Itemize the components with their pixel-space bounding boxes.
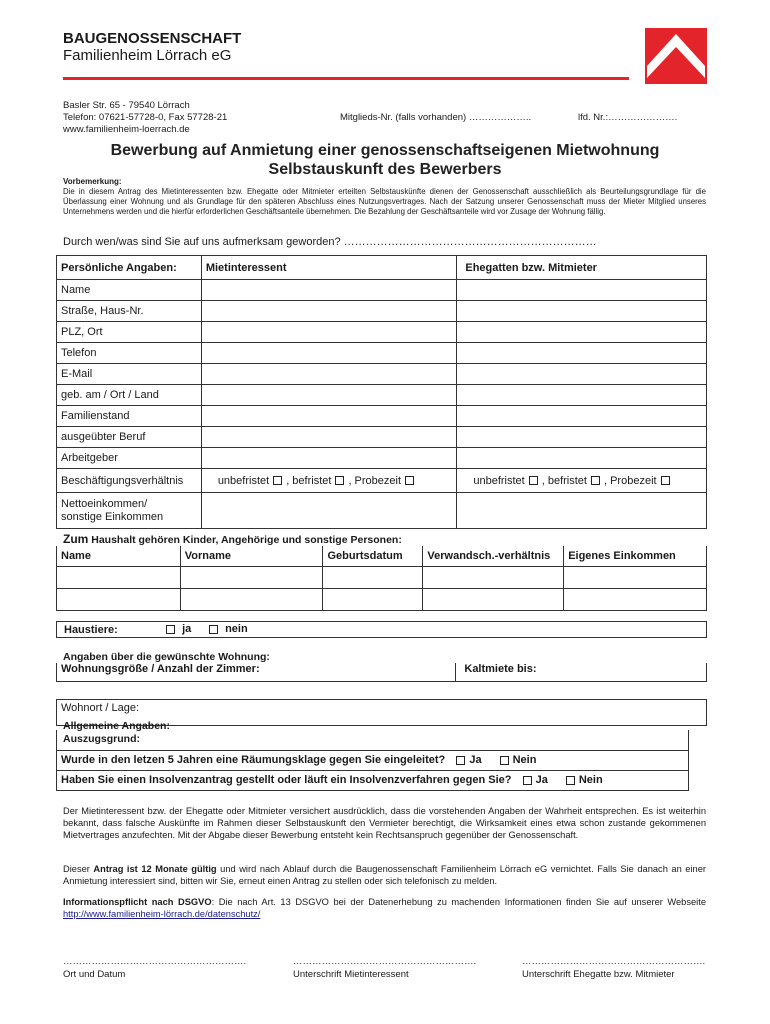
row-label: Name (57, 280, 202, 301)
dsgvo-body: : Die nach Art. 13 DSGVO bei der Datenerhebung zu machenden Informationen finden Sie auf unserer Webseite (211, 897, 706, 907)
income-label-line2: sonstige Einkommen (61, 510, 164, 523)
eviction-yes-label: Ja (469, 754, 482, 766)
eviction-no-label: Nein (512, 754, 537, 766)
household-cell[interactable] (57, 566, 181, 588)
household-cell[interactable] (180, 566, 323, 588)
header-personal: Persönliche Angaben: (57, 256, 202, 280)
pets-yes-label: ja (182, 623, 192, 635)
tenant-unlimited-checkbox[interactable] (273, 476, 282, 485)
validity-post: und wird nach Ablauf durch die Baugenossenschaft Familienheim Lörrach eG vernichtet. Falls Sie danach an einer Anmietung interessiert sind, bitten wir Sie, erneut einen Antrag zu stellen oder sich telefonisch zu melden. (63, 864, 706, 886)
income-label-line1: Nettoeinkommen/ (61, 497, 148, 510)
pets-no-label: nein (225, 623, 248, 635)
spouse-probation-checkbox[interactable] (661, 476, 670, 485)
signature-label: Unterschrift Mietinteressent (293, 969, 409, 980)
spouse-phone-field[interactable] (457, 343, 707, 364)
address-block (63, 100, 227, 136)
dsgvo-label: Informationspflicht nach DSGVO (63, 897, 212, 907)
title-line2: Selbstauskunft des Bewerbers (268, 161, 502, 178)
eviction-no-checkbox[interactable] (500, 756, 509, 765)
phone: Telefon: 07621-57728-0, Fax 57728-21 (63, 112, 228, 123)
spouse-email-field[interactable] (457, 364, 707, 385)
tenant-marital-field[interactable] (201, 406, 457, 427)
running-number: lfd. Nr.:…………………. (578, 112, 678, 123)
row-label: E-Mail (57, 364, 202, 385)
address: Basler Str. 65 - 79540 Lörrach (63, 100, 190, 111)
declaration-text: Der Mietinteressent bzw. der Ehegatte oder Mitmieter versichert ausdrücklich, dass die vorstehenden Angaben der Wahrheit entsprechen. Es ist weiterhin bekannt, dass falsche Auskünfte im Rahmen dieser Selbstauskunft den Vermieter berechtigt, die Wirksamkeit eines etwa schon zustande gekommenen Mietvertrages anzufechten. Mit der Abgabe dieser Bewerbung entsteht kein Rechtsanspruch gegenüber der Genossenschaft. (63, 806, 706, 840)
validity-pre: Dieser (63, 864, 94, 874)
signature-line[interactable]: …………………………………………………. (63, 956, 247, 967)
tenant-city-field[interactable] (201, 322, 457, 343)
signature-place-date (63, 956, 253, 980)
apartment-size-field[interactable]: Wohnungsgröße / Anzahl der Zimmer: (57, 663, 456, 681)
row-label: Telefon (57, 343, 202, 364)
spouse-marital-field[interactable] (457, 406, 707, 427)
validity-bold: Antrag ist 12 Monate gültig (93, 864, 217, 874)
insolvency-question-row (57, 770, 689, 790)
rent-limit-field[interactable]: Kaltmiete bis: (456, 663, 707, 681)
preamble-text: Die in diesem Antrag des Mietinteressenten bzw. Ehegatte oder Mitmieter erteilten Selbstauskünfte dienen der Genossenschaft ausschließlich als Beurteilungsgrundlage für die Überlassung einer Wohnung und als Grundlage für den späteren Abschluss eines Nutzungsvertrages. Nach der Satzung unserer Genossenschaft muss der Mieter Mitglied unseres Unternehmens werden und die hierfür erforderlichen Geschäftsanteile übernehmen. Die Bezahlung der Geschäftsanteile wird vor Zusage der Wohnung fällig. (63, 187, 706, 216)
col-birthdate: Geburtsdatum (323, 546, 423, 566)
pets-label: Haustiere: (64, 624, 118, 636)
signature-line[interactable]: …………………………………………………. (522, 956, 706, 967)
row-label: Arbeitgeber (57, 448, 202, 469)
col-name: Name (57, 546, 181, 566)
pets-no-option (205, 623, 248, 635)
row-label: Beschäftigungsverhältnis (57, 469, 202, 493)
col-relation: Verwandsch.-verhältnis (423, 546, 564, 566)
row-label: geb. am / Ort / Land (57, 385, 202, 406)
tenant-name-field[interactable] (201, 280, 457, 301)
pets-no-checkbox[interactable] (209, 625, 218, 634)
household-cell[interactable] (180, 588, 323, 610)
eviction-question-row (57, 750, 689, 770)
apartment-spacer (456, 681, 707, 699)
website: www.familienheim-loerrach.de (63, 124, 190, 135)
pets-options (162, 623, 191, 635)
general-table (56, 730, 689, 791)
tenant-birth-field[interactable] (201, 385, 457, 406)
row-label: ausgeübter Beruf (57, 427, 202, 448)
tenant-email-field[interactable] (201, 364, 457, 385)
col-income: Eigenes Einkommen (564, 546, 707, 566)
spouse-income-field[interactable] (457, 493, 707, 529)
tenant-employer-field[interactable] (201, 448, 457, 469)
eviction-yes-checkbox[interactable] (456, 756, 465, 765)
signature-label: Ort und Datum (63, 969, 126, 980)
privacy-link[interactable]: http://www.familienheim-lörrach.de/datenschutz/ (63, 909, 261, 919)
tenant-street-field[interactable] (201, 301, 457, 322)
general-title: Allgemeine Angaben: (63, 720, 170, 732)
insolvency-yes-label: Ja (535, 774, 548, 786)
move-reason-label: Auszugsgrund: (63, 733, 140, 745)
tenant-phone-field[interactable] (201, 343, 457, 364)
eviction-question: Wurde in den letzen 5 Jahren eine Räumungsklage gegen Sie eingeleitet? (61, 754, 446, 766)
apartment-title: Angaben über die gewünschte Wohnung: (63, 651, 270, 663)
insolvency-yes-checkbox[interactable] (523, 776, 532, 785)
household-title-big: Zum (63, 532, 89, 546)
signature-label: Unterschrift Ehegatte bzw. Mitmieter (522, 969, 675, 980)
household-title-rest: Haushalt gehören Kinder, Angehörige und sonstige Personen: (88, 534, 402, 546)
tenant-probation-checkbox[interactable] (405, 476, 414, 485)
tenant-employment-options (201, 469, 457, 493)
member-number: Mitglieds-Nr. (falls vorhanden) ……………….. (340, 112, 532, 123)
apartment-table (56, 663, 707, 726)
tenant-income-field[interactable] (201, 493, 457, 529)
signature-spouse (522, 956, 712, 980)
option-label: , Probezeit (603, 474, 657, 487)
header-tenant: Mietinteressent (201, 256, 457, 280)
header-spouse: Ehegatten bzw. Mitmieter (457, 256, 707, 280)
option-label: unbefristet (473, 474, 525, 487)
income-label (57, 493, 202, 529)
option-label: , befristet (541, 474, 587, 487)
spouse-unlimited-checkbox[interactable] (529, 476, 538, 485)
household-cell[interactable] (564, 566, 707, 588)
spouse-city-field[interactable] (457, 322, 707, 343)
household-cell[interactable] (423, 588, 564, 610)
signature-line[interactable]: …………………………………………………. (293, 956, 477, 967)
row-label: PLZ, Ort (57, 322, 202, 343)
col-firstname: Vorname (180, 546, 323, 566)
header-rule (63, 77, 629, 80)
spouse-employer-field[interactable] (457, 448, 707, 469)
personal-table (56, 255, 707, 529)
insolvency-no-label: Nein (578, 774, 603, 786)
insolvency-question: Haben Sie einen Insolvenzantrag gestellt oder läuft ein Insolvenzverfahren gegen Sie? (61, 774, 512, 786)
household-cell[interactable] (423, 566, 564, 588)
company-logo (645, 28, 707, 84)
household-cell[interactable] (323, 588, 423, 610)
pets-yes-checkbox[interactable] (166, 625, 175, 634)
title-line1: Bewerbung auf Anmietung einer genossenschaftseigenen Mietwohnung (110, 142, 660, 159)
org-subtitle: Familienheim Lörrach eG (63, 47, 232, 64)
dsgvo-text (63, 896, 706, 920)
spouse-birth-field[interactable] (457, 385, 707, 406)
page-title (0, 141, 770, 179)
spouse-job-field[interactable] (457, 427, 707, 448)
referral-question: Durch wen/was sind Sie auf uns aufmerksam geworden? …………………………………………………………… (63, 236, 597, 248)
move-reason-field[interactable] (57, 730, 689, 750)
pets-row (56, 621, 707, 638)
household-cell[interactable] (323, 566, 423, 588)
option-label: , befristet (286, 474, 332, 487)
validity-text (63, 863, 706, 887)
preamble-label: Vorbemerkung: (63, 177, 122, 186)
household-table (56, 546, 707, 611)
spouse-street-field[interactable] (457, 301, 707, 322)
spouse-employment-options (457, 469, 707, 493)
spouse-limited-checkbox[interactable] (591, 476, 600, 485)
apartment-spacer (57, 681, 456, 699)
location-field[interactable]: Wohnort / Lage: (57, 699, 707, 725)
spouse-name-field[interactable] (457, 280, 707, 301)
org-name: BAUGENOSSENSCHAFT (63, 30, 242, 47)
household-title (63, 532, 402, 546)
household-cell[interactable] (57, 588, 181, 610)
row-label: Familienstand (57, 406, 202, 427)
option-label: , Probezeit (348, 474, 402, 487)
option-label: unbefristet (217, 474, 270, 487)
row-label: Straße, Haus-Nr. (57, 301, 202, 322)
insolvency-no-checkbox[interactable] (566, 776, 575, 785)
tenant-limited-checkbox[interactable] (335, 476, 344, 485)
tenant-job-field[interactable] (201, 427, 457, 448)
signature-tenant (293, 956, 498, 980)
household-cell[interactable] (564, 588, 707, 610)
